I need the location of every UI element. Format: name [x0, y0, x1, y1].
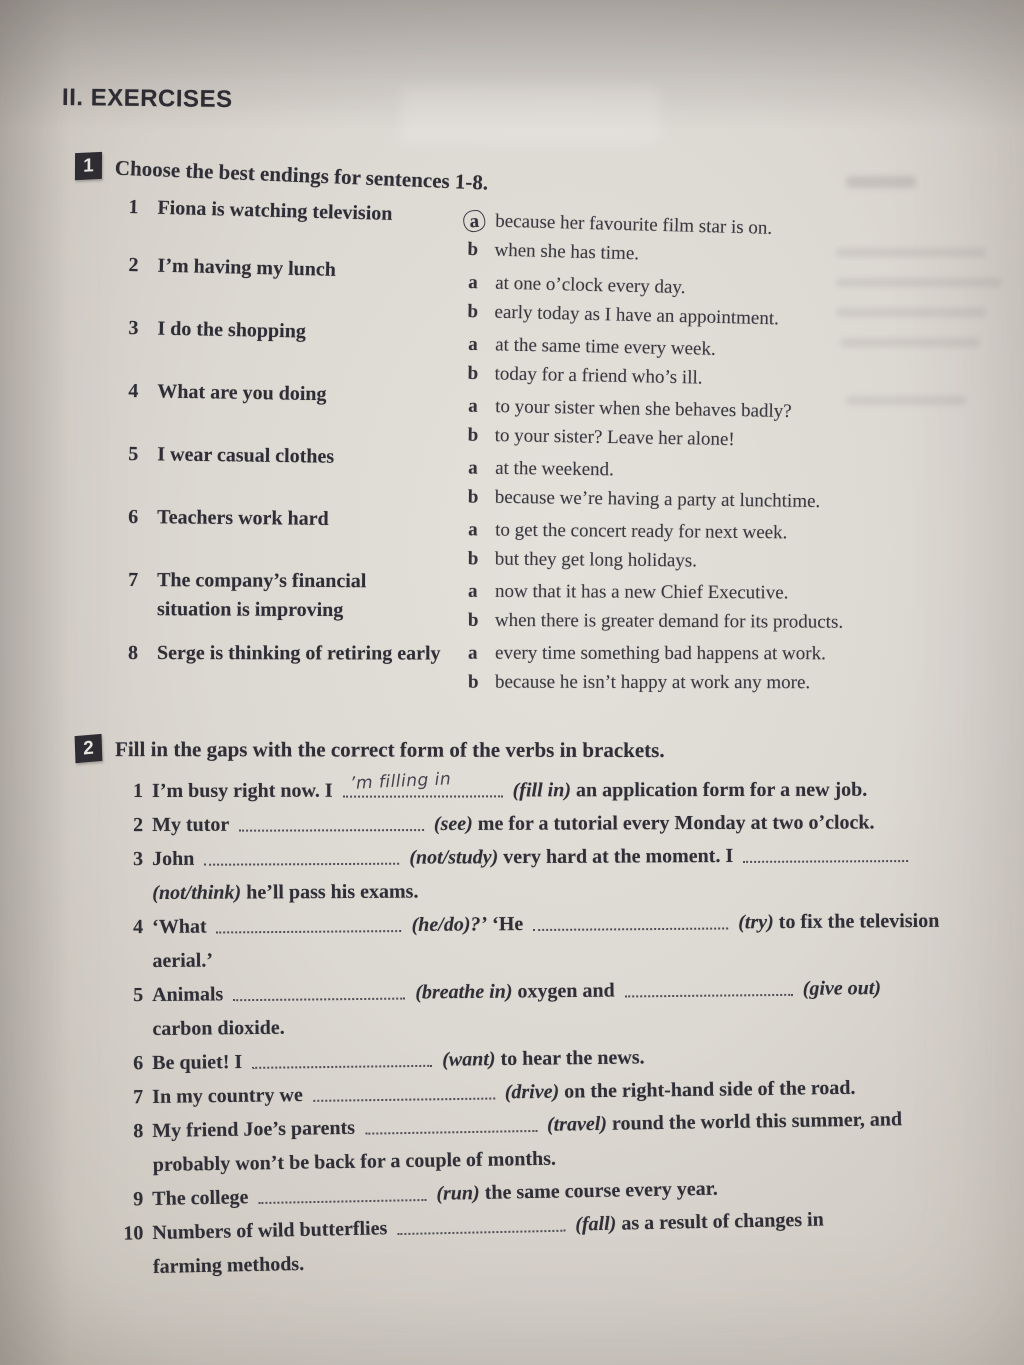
sentence-starter	[128, 639, 468, 698]
ending-option-b	[468, 482, 973, 518]
exercise-1-section	[0, 152, 1024, 696]
answer-blank-line	[258, 1186, 426, 1204]
sentence-text: My tutor	[152, 813, 229, 836]
verb-hint: (run)	[436, 1181, 480, 1205]
option-letter: b	[467, 548, 479, 570]
sentence-body	[152, 1046, 645, 1074]
sentence-text: oxygen and	[517, 979, 615, 1003]
sentence-text: Animals	[152, 983, 224, 1006]
gap-fill-item	[133, 970, 988, 1046]
sentence-text: probably won’t be back for a couple of months.	[152, 1147, 557, 1176]
starter-number: 2	[128, 254, 139, 277]
sentence-body	[152, 1108, 902, 1176]
exercise-1-number-badge: 1	[75, 152, 102, 180]
answer-blank-line	[743, 847, 908, 863]
ending-text: when she has time.	[494, 239, 640, 265]
answer-blank-line	[252, 1052, 432, 1069]
ending-option-b	[468, 668, 973, 698]
sentence-text: the same course every year.	[484, 1177, 718, 1204]
ending-option-a	[468, 639, 973, 669]
verb-hint: (travel)	[546, 1112, 608, 1136]
starter-number: 4	[128, 380, 139, 403]
ending-text: but they get long holidays.	[494, 548, 698, 572]
verb-hint: (he/do)?’	[411, 913, 488, 936]
answer-blank-line	[233, 985, 405, 1002]
sentence-body	[152, 977, 881, 1040]
starter-text: I do the shopping	[157, 317, 307, 343]
option-letter: a	[468, 519, 478, 541]
sentence-text: ‘He	[492, 913, 524, 936]
exercise-2-number-badge: 2	[75, 734, 103, 763]
page-title: II. EXERCISES	[61, 84, 233, 114]
ending-options	[468, 577, 973, 638]
sentence-text: me for a tutorial every Monday at two o’clock.	[477, 811, 875, 835]
verb-hint: (see)	[433, 812, 473, 836]
starter-number: 3	[128, 317, 139, 340]
gap-fill-list	[123, 769, 987, 1284]
sentence-starter	[128, 503, 469, 564]
handwritten-answer: ’m filling in	[349, 769, 452, 794]
ending-text: to your sister when she behaves badly?	[495, 396, 792, 423]
gap-fill-item	[133, 903, 988, 978]
sentence-text: on the right-hand side of the road.	[564, 1076, 856, 1103]
answer-blank-line	[397, 1217, 565, 1235]
option-letter: a	[468, 457, 478, 479]
exercise-2-section	[0, 735, 1024, 1284]
match-item	[128, 638, 973, 697]
sentence-starter	[128, 377, 469, 441]
ending-text: because he isn’t happy at work any more.	[494, 671, 811, 694]
answer-blank-line	[217, 917, 402, 933]
option-letter: b	[467, 486, 479, 508]
starter-text: I wear casual clothes	[157, 443, 335, 468]
exercise-2-title: Fill in the gaps with the correct form of the verbs in brackets.	[114, 737, 665, 763]
sentence-text: farming methods.	[152, 1252, 305, 1278]
option-letter: b	[467, 238, 479, 261]
gap-fill-item	[133, 805, 987, 842]
sentence-starter	[128, 566, 468, 626]
answer-blank-line	[533, 914, 728, 931]
ending-text: at one o’clock every day.	[494, 272, 686, 299]
ending-text: because her favourite film star is on.	[494, 210, 773, 239]
item-number: 5	[133, 984, 144, 1007]
answer-blank-line	[313, 1085, 495, 1102]
exercise-2-header	[75, 735, 1024, 764]
option-letter: a	[468, 395, 478, 417]
sentence-text: to hear the news.	[500, 1046, 645, 1071]
verb-hint: (not/study)	[409, 846, 499, 869]
starter-number: 5	[128, 443, 139, 466]
option-letter: a	[468, 333, 478, 356]
matching-exercise-grid	[128, 197, 973, 696]
sentence-body	[152, 910, 939, 972]
verb-hint: (try)	[738, 911, 774, 934]
ending-text: today for a friend who’s ill.	[494, 363, 703, 389]
starter-number: 8	[128, 642, 139, 665]
item-number: 3	[133, 848, 144, 871]
sentence-text: In my country we	[152, 1084, 303, 1108]
ending-text: to get the concert ready for next week.	[495, 519, 788, 544]
sentence-text: to fix the television	[778, 909, 940, 934]
sentence-text: My friend Joe’s parents	[152, 1116, 356, 1142]
starter-text: I’m having my lunch	[157, 254, 337, 281]
option-letter: b	[467, 301, 479, 323]
starter-text: Serge is thinking of retiring early	[157, 642, 441, 665]
option-letter: b	[467, 362, 479, 385]
option-letter: b	[467, 671, 479, 693]
ending-text: every time something bad happens at work.	[495, 642, 826, 665]
sentence-text: round the world this summer, and	[611, 1108, 903, 1135]
starter-number: 7	[128, 569, 139, 592]
ending-text: when there is greater demand for its products.	[494, 609, 844, 633]
exercise-1-title: Choose the best endings for sentences 1-8.	[114, 155, 489, 195]
starter-text: What are you doing	[157, 380, 327, 406]
sentence-body	[152, 811, 875, 836]
ending-option-a	[468, 577, 973, 609]
ending-options	[468, 515, 974, 578]
ending-options	[467, 392, 973, 458]
circled-answer-mark: a	[463, 209, 486, 232]
verb-hint: (not/think)	[152, 881, 242, 904]
ending-text: because we’re having a party at lunchtime.	[494, 486, 821, 513]
ending-options	[467, 268, 973, 338]
item-number: 2	[133, 814, 144, 837]
answer-blank-line	[204, 850, 399, 866]
option-letter: a	[467, 272, 478, 294]
ending-option-b	[468, 606, 973, 638]
sentence-text: an application form for a new job.	[575, 778, 868, 802]
verb-hint: (fill in)	[512, 779, 572, 802]
ending-text: at the weekend.	[495, 457, 614, 481]
ending-text: to your sister? Leave her alone!	[494, 425, 735, 451]
sentence-text: John	[152, 847, 195, 870]
verb-hint: (fall)	[575, 1212, 617, 1236]
ending-option-b	[468, 544, 973, 578]
answer-blank-line	[625, 981, 793, 998]
sentence-text: I’m busy right now. I	[152, 779, 333, 802]
sentence-starter	[128, 314, 469, 379]
option-letter: a	[468, 642, 478, 664]
ending-text: early today as I have an appointment.	[494, 301, 780, 330]
sentence-text: very hard at the moment. I	[503, 844, 734, 869]
starter-text: Fiona is watching television	[157, 196, 393, 225]
match-item	[128, 569, 973, 637]
sentence-body	[152, 1178, 718, 1210]
sentence-text: carbon dioxide.	[152, 1016, 285, 1040]
starter-text: Teachers work hard	[157, 506, 329, 530]
option-letter	[468, 206, 496, 236]
ending-options	[467, 330, 973, 398]
verb-hint: (breathe in)	[415, 980, 513, 1004]
item-number: 9	[133, 1188, 144, 1211]
sentence-body	[152, 1209, 824, 1278]
ending-options	[468, 453, 974, 518]
gap-fill-item	[133, 769, 987, 808]
answer-blank-line	[239, 816, 424, 832]
answer-blank-line	[343, 769, 503, 797]
ending-text: now that it has a new Chief Executive.	[495, 580, 789, 604]
verb-hint: (drive)	[504, 1080, 560, 1104]
ending-options	[468, 639, 973, 698]
sentence-text: Be quiet! I	[152, 1050, 243, 1074]
verb-hint: (want)	[442, 1048, 496, 1071]
ending-text: at the same time every week.	[495, 334, 716, 360]
item-number: 7	[133, 1086, 144, 1109]
option-letter: a	[468, 580, 478, 602]
sentence-starter	[128, 440, 469, 502]
item-number: 10	[123, 1222, 144, 1245]
sentence-body	[152, 1077, 856, 1108]
sentence-text: ‘What	[152, 915, 207, 938]
gap-fill-item	[133, 838, 987, 910]
sentence-text: The college	[152, 1186, 249, 1210]
starter-number: 6	[128, 506, 139, 529]
option-letter: b	[467, 424, 479, 446]
answer-blank-line	[365, 1117, 537, 1135]
item-number: 8	[133, 1120, 144, 1143]
sentence-text: aerial.’	[152, 949, 214, 972]
option-letter: b	[467, 609, 479, 631]
sentence-text: as a result of changes in	[621, 1208, 824, 1235]
starter-text: The company’s financial situation is improving	[156, 569, 367, 622]
item-number: 1	[133, 780, 144, 803]
ending-options	[467, 206, 973, 277]
sentence-starter	[127, 193, 468, 260]
starter-number: 1	[128, 196, 139, 219]
verb-hint: (give out)	[802, 977, 882, 1000]
sentence-text: Numbers of wild butterflies	[152, 1217, 388, 1244]
item-number: 4	[133, 916, 144, 939]
sentence-body	[152, 844, 913, 904]
item-number: 6	[133, 1052, 144, 1075]
sentence-body	[152, 769, 868, 802]
sentence-starter	[128, 251, 469, 317]
sentence-text: he’ll pass his exams.	[246, 880, 419, 904]
